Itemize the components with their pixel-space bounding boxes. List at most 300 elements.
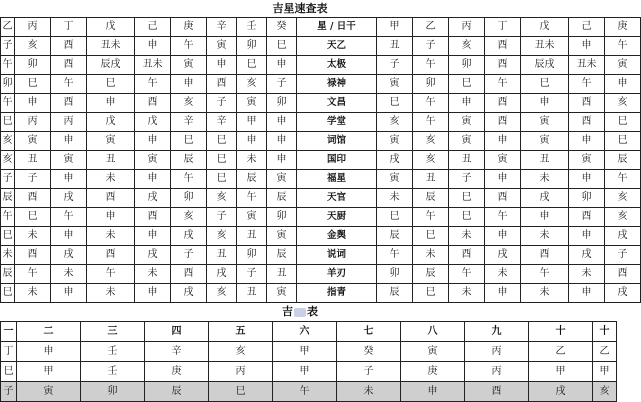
table-cell: 戌 (605, 227, 641, 246)
table-cell: 午 (171, 37, 207, 56)
header-cell: 己 (135, 18, 171, 37)
table-cell: 寅 (485, 151, 521, 170)
header-cell-star: 星 / 日干 (297, 18, 377, 37)
table-cell: 午 (1, 94, 15, 113)
table-cell: 申 (267, 56, 297, 75)
table-cell: 辰 (145, 382, 209, 402)
table-row (1, 37, 641, 56)
table-cell: 酉 (569, 113, 605, 132)
table-cell: 辰 (377, 227, 413, 246)
header-cell: 八 (401, 322, 465, 342)
table-cell: 酉 (15, 246, 51, 265)
table-cell: 癸 (337, 342, 401, 362)
star-name-cell: 太极 (297, 56, 377, 75)
table-cell: 子 (413, 37, 449, 56)
star-name-cell: 福星 (297, 170, 377, 189)
table-cell: 申 (569, 284, 605, 303)
star-name-cell: 金舆 (297, 227, 377, 246)
table-cell: 巳 (1, 227, 15, 246)
table-cell: 子 (1, 170, 15, 189)
table-cell: 子 (15, 170, 51, 189)
table-cell: 亥 (593, 382, 617, 402)
table-cell: 丑 (207, 246, 237, 265)
table-cell: 甲 (273, 362, 337, 382)
table-cell: 丑 (521, 151, 569, 170)
header-cell: 三 (81, 322, 145, 342)
table-cell: 乙 (593, 342, 617, 362)
table-cell: 巳 (207, 170, 237, 189)
table-cell: 亥 (413, 132, 449, 151)
table-cell: 巳 (413, 284, 449, 303)
table-cell: 巳 (1, 113, 15, 132)
table-cell: 酉 (51, 56, 87, 75)
table-cell: 申 (569, 132, 605, 151)
table-cell: 申 (207, 56, 237, 75)
table-cell: 寅 (135, 151, 171, 170)
table-cell: 辰 (237, 170, 267, 189)
table-cell: 申 (135, 170, 171, 189)
table-cell: 酉 (15, 189, 51, 208)
table-cell: 巳 (605, 132, 641, 151)
table-cell: 子 (1, 37, 15, 56)
table-cell: 未 (51, 265, 87, 284)
table-cell: 午 (87, 265, 135, 284)
table-cell: 申 (485, 132, 521, 151)
table-cell: 戌 (171, 227, 207, 246)
table-cell: 申 (267, 132, 297, 151)
table-cell: 寅 (449, 113, 485, 132)
table-cell: 未 (337, 382, 401, 402)
table-cell: 亥 (207, 227, 237, 246)
table-cell: 亥 (15, 37, 51, 56)
table-cell: 申 (569, 37, 605, 56)
table-cell: 午 (237, 189, 267, 208)
table-cell: 申 (51, 170, 87, 189)
table-cell: 辰 (413, 265, 449, 284)
star-name-cell: 文昌 (297, 94, 377, 113)
table-cell: 亥 (605, 94, 641, 113)
table-cell: 申 (267, 151, 297, 170)
table-cell: 巳 (449, 189, 485, 208)
table-cell: 未 (521, 227, 569, 246)
table-cell: 子 (605, 246, 641, 265)
bottom-lookup-table (0, 321, 617, 402)
table-cell: 未 (15, 227, 51, 246)
table-cell: 亥 (377, 113, 413, 132)
star-name-cell: 天乙 (297, 37, 377, 56)
table-cell: 丙 (51, 113, 87, 132)
table-cell: 戌 (51, 189, 87, 208)
star-name-cell: 天厨 (297, 208, 377, 227)
table-cell: 酉 (51, 94, 87, 113)
header-cell: 戊 (87, 18, 135, 37)
table-cell: 申 (569, 170, 605, 189)
star-name-cell: 天官 (297, 189, 377, 208)
table-cell: 申 (521, 208, 569, 227)
table-cell: 未 (15, 284, 51, 303)
table-cell: 甲 (529, 362, 593, 382)
table-cell: 巳 (15, 75, 51, 94)
table-cell: 酉 (135, 94, 171, 113)
table-cell: 辰 (1, 189, 15, 208)
table-cell: 丑 (377, 37, 413, 56)
header-cell: 二 (17, 322, 81, 342)
table-cell: 午 (413, 56, 449, 75)
table-cell: 未 (413, 246, 449, 265)
table-cell: 巳 (377, 208, 413, 227)
table-cell: 寅 (51, 151, 87, 170)
table-cell: 卯 (449, 56, 485, 75)
table-cell: 卯 (237, 37, 267, 56)
table-cell: 子 (337, 362, 401, 382)
table-cell: 申 (135, 284, 171, 303)
header-cell: 戊 (521, 18, 569, 37)
table-cell: 未 (521, 284, 569, 303)
table-cell: 丑 (237, 284, 267, 303)
table-cell: 戌 (51, 246, 87, 265)
table-cell: 午 (485, 75, 521, 94)
table-cell: 亥 (209, 342, 273, 362)
table-cell: 申 (605, 75, 641, 94)
table-cell: 寅 (171, 56, 207, 75)
table-cell: 卯 (267, 94, 297, 113)
table-cell: 辰 (267, 189, 297, 208)
table-cell: 戌 (529, 382, 593, 402)
table-cell: 酉 (485, 113, 521, 132)
table-cell: 庚 (145, 362, 209, 382)
table-cell: 辛 (207, 113, 237, 132)
table-cell: 寅 (377, 75, 413, 94)
table-cell: 酉 (569, 208, 605, 227)
table-cell: 午 (171, 170, 207, 189)
header-cell: 丙 (15, 18, 51, 37)
table-cell: 未 (449, 227, 485, 246)
table-cell: 丙 (465, 342, 529, 362)
table-cell: 辰 (171, 151, 207, 170)
table-cell: 卯 (569, 189, 605, 208)
table-cell: 寅 (377, 132, 413, 151)
table-cell: 卯 (81, 382, 145, 402)
table-cell: 午 (413, 208, 449, 227)
table-cell: 酉 (485, 56, 521, 75)
table-cell: 酉 (449, 246, 485, 265)
table-cell: 庚 (401, 362, 465, 382)
table-cell: 戌 (135, 246, 171, 265)
table-row (1, 56, 641, 75)
table-cell: 戌 (521, 189, 569, 208)
table-cell: 申 (135, 132, 171, 151)
table-cell: 申 (135, 37, 171, 56)
table-cell: 巳 (15, 208, 51, 227)
table-cell: 申 (15, 94, 51, 113)
table-row (1, 113, 641, 132)
header-cell: 丙 (449, 18, 485, 37)
table-cell: 子 (237, 265, 267, 284)
header-cell: 庚 (171, 18, 207, 37)
table-cell: 午 (1, 208, 15, 227)
table-cell: 酉 (135, 208, 171, 227)
table-cell: 寅 (605, 56, 641, 75)
bottom-header-row (1, 322, 617, 342)
table-row (1, 342, 617, 362)
table-cell: 午 (1, 56, 15, 75)
header-cell: 壬 (237, 18, 267, 37)
table-row (1, 189, 641, 208)
table-row (1, 284, 641, 303)
table-cell: 丑未 (135, 56, 171, 75)
table-cell: 未 (87, 227, 135, 246)
table-row (1, 227, 641, 246)
table-cell: 申 (237, 132, 267, 151)
table-cell: 申 (17, 342, 81, 362)
header-cell: 己 (569, 18, 605, 37)
table-cell: 寅 (521, 132, 569, 151)
table-cell: 未 (377, 189, 413, 208)
table-cell: 午 (51, 208, 87, 227)
table-cell: 辰戌 (87, 56, 135, 75)
table-cell: 申 (267, 113, 297, 132)
table-cell: 巳 (521, 75, 569, 94)
table-cell: 寅 (87, 132, 135, 151)
table-cell: 亥 (1, 151, 15, 170)
table-cell: 甲 (237, 113, 267, 132)
header-cell: 庚 (605, 18, 641, 37)
table-cell: 未 (449, 284, 485, 303)
table-cell: 戌 (171, 284, 207, 303)
table-cell: 寅 (17, 382, 81, 402)
table-cell: 亥 (449, 37, 485, 56)
table-cell: 亥 (605, 208, 641, 227)
header-cell: 十 (529, 322, 593, 342)
table-cell: 辰戌 (521, 56, 569, 75)
header-row (1, 18, 641, 37)
table-cell: 卯 (237, 246, 267, 265)
table-cell: 申 (51, 227, 87, 246)
table-cell: 申 (521, 94, 569, 113)
header-cell: 九 (465, 322, 529, 342)
table-cell: 巳 (267, 37, 297, 56)
table-cell: 申 (449, 94, 485, 113)
header-cell: 五 (209, 322, 273, 342)
table-cell: 戌 (605, 284, 641, 303)
table-cell: 丑 (267, 265, 297, 284)
table-cell: 寅 (377, 170, 413, 189)
table-cell: 午 (413, 94, 449, 113)
header-cell: 四 (145, 322, 209, 342)
table-cell: 戌 (135, 189, 171, 208)
table-cell: 丑 (87, 151, 135, 170)
star-name-cell: 国印 (297, 151, 377, 170)
table-cell: 戌 (569, 246, 605, 265)
table-cell: 亥 (207, 284, 237, 303)
table-cell: 午 (135, 75, 171, 94)
table-cell: 亥 (1, 132, 15, 151)
star-name-cell: 羊刃 (297, 265, 377, 284)
table-cell: 午 (569, 75, 605, 94)
table-cell: 巳 (207, 132, 237, 151)
table-cell: 巳 (449, 75, 485, 94)
table-cell: 酉 (485, 37, 521, 56)
table-cell: 午 (51, 75, 87, 94)
table-cell: 子 (207, 94, 237, 113)
header-cell: 七 (337, 322, 401, 342)
header-cell: 乙 (413, 18, 449, 37)
table-cell: 寅 (569, 151, 605, 170)
table-cell: 午 (15, 265, 51, 284)
table-cell: 丑 (449, 151, 485, 170)
table-cell: 巳 (605, 113, 641, 132)
table-cell: 午 (521, 265, 569, 284)
table-cell: 壬 (81, 342, 145, 362)
table-cell: 酉 (485, 189, 521, 208)
table-cell: 申 (51, 132, 87, 151)
table-cell: 巳 (209, 382, 273, 402)
header-cell: 癸 (267, 18, 297, 37)
table-cell: 辰 (1, 265, 15, 284)
table-cell: 午 (413, 113, 449, 132)
table-cell: 午 (485, 208, 521, 227)
table-cell: 申 (171, 75, 207, 94)
table-cell: 申 (135, 227, 171, 246)
table-cell: 丁 (1, 342, 17, 362)
table-cell: 丑 (413, 170, 449, 189)
table-cell: 酉 (485, 94, 521, 113)
table-cell: 卯 (1, 75, 15, 94)
table-cell: 酉 (87, 246, 135, 265)
table-cell: 寅 (237, 94, 267, 113)
table-cell: 午 (605, 37, 641, 56)
table-cell: 亥 (413, 151, 449, 170)
obscured-text-mark (294, 308, 306, 317)
table-cell: 卯 (267, 208, 297, 227)
table-cell: 子 (449, 170, 485, 189)
table-cell: 卯 (15, 56, 51, 75)
table-cell: 子 (1, 382, 17, 402)
table-cell: 丙 (209, 362, 273, 382)
table-cell: 未 (87, 284, 135, 303)
header-cell: 丁 (485, 18, 521, 37)
table-cell: 丑 (237, 227, 267, 246)
table-cell: 未 (569, 265, 605, 284)
table-cell: 午 (377, 246, 413, 265)
star-name-cell: 说词 (297, 246, 377, 265)
star-lookup-table (0, 17, 641, 303)
table-cell: 甲 (17, 362, 81, 382)
table-row (1, 208, 641, 227)
table-cell: 未 (485, 265, 521, 284)
table-cell: 巳 (413, 227, 449, 246)
star-name-cell: 指青 (297, 284, 377, 303)
table-cell: 巳 (207, 151, 237, 170)
table-cell: 申 (87, 94, 135, 113)
table-cell: 未 (87, 170, 135, 189)
table-row (1, 170, 641, 189)
table-cell: 辰 (377, 284, 413, 303)
table-row (1, 94, 641, 113)
table-cell: 壬 (81, 362, 145, 382)
table-cell: 午 (273, 382, 337, 402)
table-cell: 申 (51, 284, 87, 303)
table-cell: 寅 (401, 342, 465, 362)
table-cell: 寅 (207, 37, 237, 56)
table-cell: 巳 (171, 132, 207, 151)
header-cell: 十 (593, 322, 617, 342)
table-cell: 辛 (171, 113, 207, 132)
table-cell: 寅 (15, 132, 51, 151)
table-row (1, 382, 617, 402)
table-cell: 亥 (171, 208, 207, 227)
table-row (1, 362, 617, 382)
table-cell: 未 (237, 151, 267, 170)
table-title: 吉星速查表 (272, 2, 328, 15)
table-cell: 申 (485, 170, 521, 189)
header-cell: 一 (1, 322, 17, 342)
table-row (1, 246, 641, 265)
table-cell: 戌 (207, 265, 237, 284)
bottom-table-title (0, 305, 600, 319)
table-cell: 丙 (15, 113, 51, 132)
table-cell: 卯 (171, 189, 207, 208)
table-cell: 辰 (605, 151, 641, 170)
table-cell: 辛 (145, 342, 209, 362)
table-cell: 巳 (237, 56, 267, 75)
table-cell: 丙 (465, 362, 529, 382)
table-cell: 酉 (569, 94, 605, 113)
table-cell: 亥 (207, 189, 237, 208)
table-row (1, 151, 641, 170)
table-cell: 未 (521, 170, 569, 189)
table-cell: 巳 (1, 362, 17, 382)
table-cell: 未 (135, 265, 171, 284)
bottom-title-suffix: 表 (307, 305, 318, 318)
table-cell: 辰 (413, 189, 449, 208)
bottom-title-prefix: 吉 (282, 305, 293, 318)
table-cell: 戌 (485, 246, 521, 265)
header-cell: 辛 (207, 18, 237, 37)
table-cell: 酉 (605, 265, 641, 284)
table-cell: 亥 (237, 75, 267, 94)
table-cell: 丑未 (87, 37, 135, 56)
table-cell: 丑 (15, 151, 51, 170)
table-cell: 寅 (267, 170, 297, 189)
table-cell: 申 (87, 208, 135, 227)
table-cell: 未 (1, 246, 15, 265)
table-cell: 丑未 (569, 56, 605, 75)
table-cell: 酉 (87, 189, 135, 208)
table-cell: 巳 (1, 284, 15, 303)
table-cell: 巳 (377, 94, 413, 113)
table-cell: 甲 (273, 342, 337, 362)
star-name-cell: 学堂 (297, 113, 377, 132)
table-cell: 子 (207, 208, 237, 227)
header-cell: 丁 (51, 18, 87, 37)
table-cell: 戊 (87, 113, 135, 132)
table-cell: 酉 (51, 37, 87, 56)
table-cell: 丑未 (521, 37, 569, 56)
table-row (1, 75, 641, 94)
table-cell: 酉 (521, 246, 569, 265)
table-cell: 寅 (267, 227, 297, 246)
table-cell: 卯 (377, 265, 413, 284)
table-cell: 辰 (267, 246, 297, 265)
table-cell: 午 (449, 265, 485, 284)
table-cell: 卯 (413, 75, 449, 94)
star-name-cell: 词馆 (297, 132, 377, 151)
table-cell: 甲 (593, 362, 617, 382)
table-cell: 戊 (135, 113, 171, 132)
header-cell: 甲 (377, 18, 413, 37)
table-cell: 申 (485, 227, 521, 246)
